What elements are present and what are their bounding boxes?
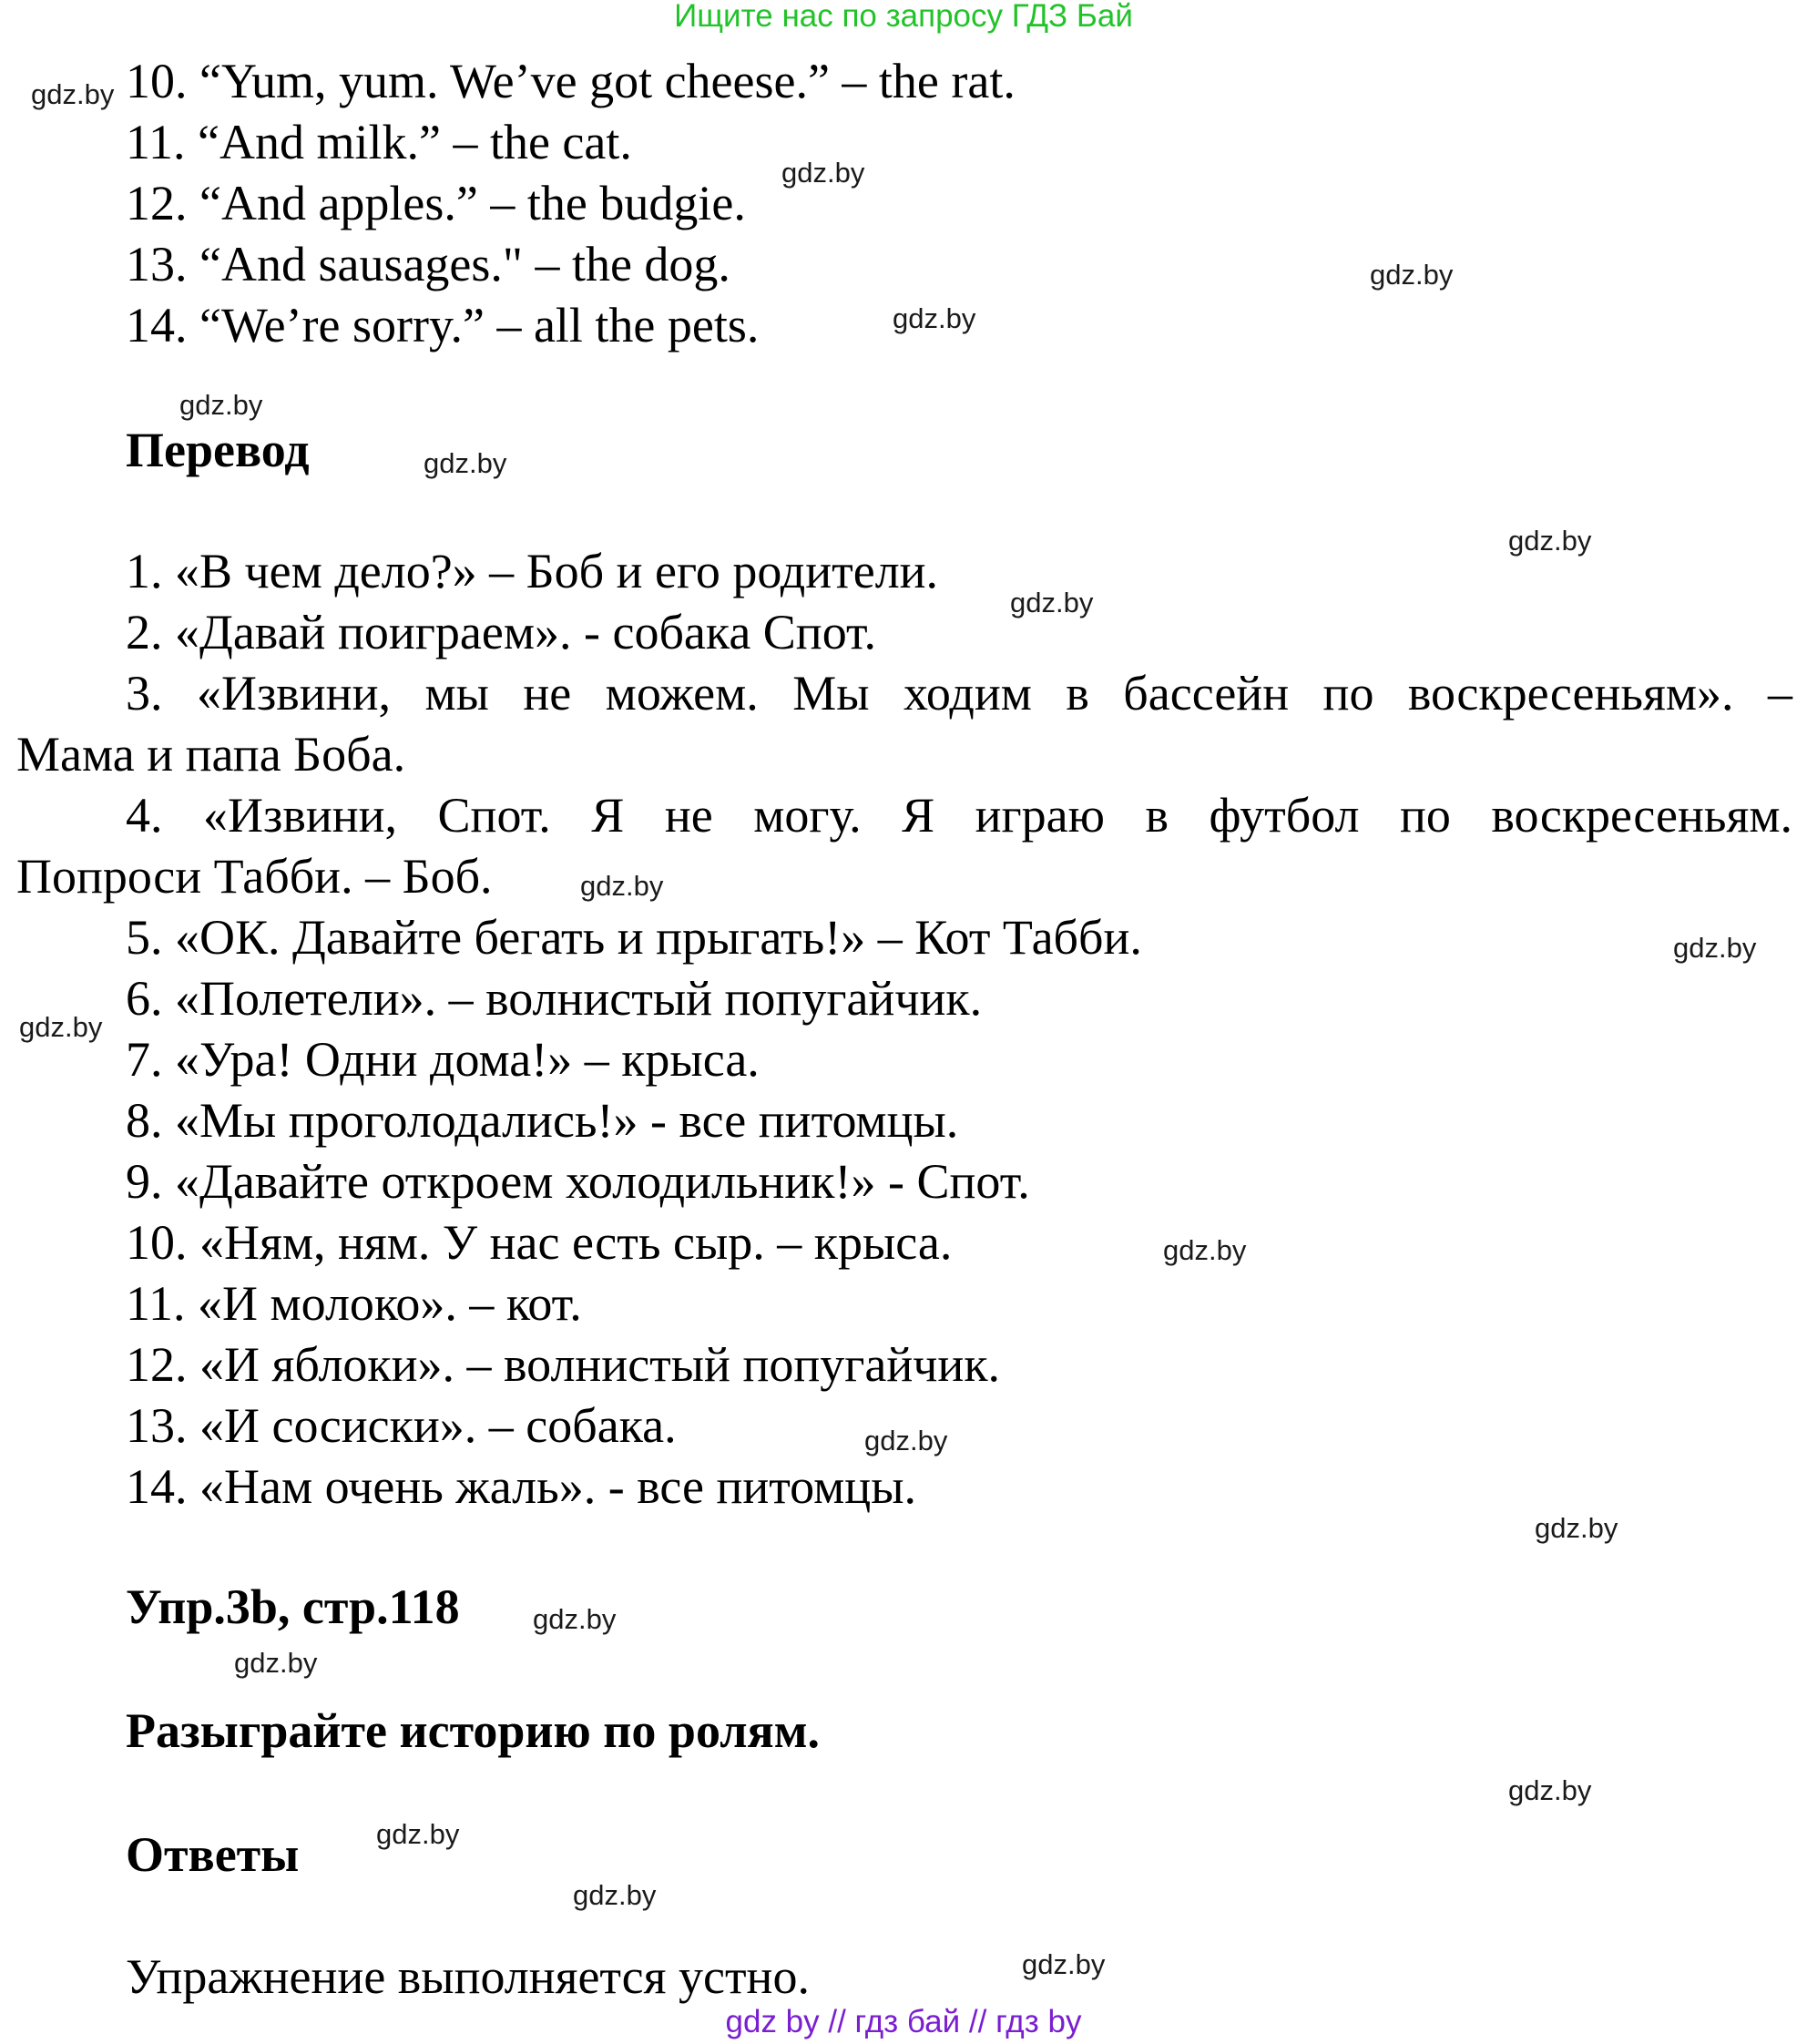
translation-line-13: 13. «И сосиски». – собака. [126, 1398, 677, 1453]
watermark: gdz.by [1370, 259, 1454, 291]
translation-line-5: 5. «ОК. Давайте бегать и прыгать!» – Кот Табби. [126, 910, 1142, 965]
translation-line-6: 6. «Полетели». – волнистый попугайчик. [126, 971, 983, 1026]
translation-line-7: 7. «Ура! Одни дома!» – крыса. [126, 1032, 760, 1087]
bottom-banner: gdz by // гдз бай // гдз by [725, 2004, 1082, 2039]
translation-line-4a: 4. «Извини, Спот. Я не могу. Я играю в футбол по воскресеньям. [126, 788, 1792, 843]
english-line-12: 12. “And apples.” – the budgie. [126, 176, 746, 230]
watermark: gdz.by [580, 870, 664, 902]
top-banner: Ищите нас по запросу ГДЗ Бай [674, 0, 1133, 34]
watermark: gdz.by [1508, 1774, 1592, 1806]
watermark: gdz.by [1535, 1512, 1618, 1544]
exercise-heading: Упр.3b, стр.118 [126, 1579, 460, 1634]
watermark: gdz.by [1163, 1234, 1247, 1266]
watermark: gdz.by [781, 157, 865, 189]
watermark: gdz.by [424, 447, 507, 479]
translation-line-1: 1. «В чем дело?» – Боб и его родители. [126, 544, 939, 598]
watermark: gdz.by [864, 1425, 948, 1456]
translation-line-3a: 3. «Извини, мы не можем. Мы ходим в бассейн по воскресеньям». – [126, 666, 1792, 721]
watermark: gdz.by [1022, 1948, 1106, 1980]
watermark: gdz.by [179, 389, 263, 421]
watermark: gdz.by [31, 78, 115, 110]
translation-line-8: 8. «Мы проголодались!» - все питомцы. [126, 1093, 959, 1148]
translation-line-4b: Попроси Табби. – Боб. [16, 849, 493, 904]
answer-text: Упражнение выполняется устно. [126, 1949, 810, 2004]
translation-line-2: 2. «Давай поиграем». - собака Спот. [126, 605, 877, 659]
english-line-13: 13. “And sausages." – the dog. [126, 237, 730, 291]
english-line-11: 11. “And milk.” – the cat. [126, 115, 632, 169]
task-heading: Разыграйте историю по ролям. [126, 1703, 821, 1758]
translation-line-9: 9. «Давайте откроем холодильник!» - Спот. [126, 1154, 1030, 1209]
translation-line-12: 12. «И яблоки». – волнистый попугайчик. [126, 1337, 1001, 1392]
answers-heading: Ответы [126, 1827, 300, 1882]
translation-line-11: 11. «И молоко». – кот. [126, 1276, 582, 1331]
translation-line-14: 14. «Нам очень жаль». - все питомцы. [126, 1459, 916, 1514]
translation-line-10: 10. «Ням, ням. У нас есть сыр. – крыса. [126, 1215, 953, 1270]
watermark: gdz.by [1508, 525, 1592, 557]
watermark: gdz.by [893, 302, 976, 334]
english-line-14: 14. “We’re sorry.” – all the pets. [126, 298, 760, 353]
watermark: gdz.by [533, 1603, 617, 1635]
translation-line-3b: Мама и папа Боба. [16, 727, 406, 782]
translation-heading: Перевод [126, 423, 310, 477]
watermark: gdz.by [19, 1011, 103, 1043]
english-line-10: 10. “Yum, yum. We’ve got cheese.” – the rat. [126, 54, 1016, 108]
watermark: gdz.by [376, 1818, 460, 1850]
watermark: gdz.by [234, 1647, 318, 1679]
watermark: gdz.by [573, 1879, 657, 1911]
watermark: gdz.by [1673, 932, 1757, 964]
watermark: gdz.by [1010, 587, 1094, 618]
